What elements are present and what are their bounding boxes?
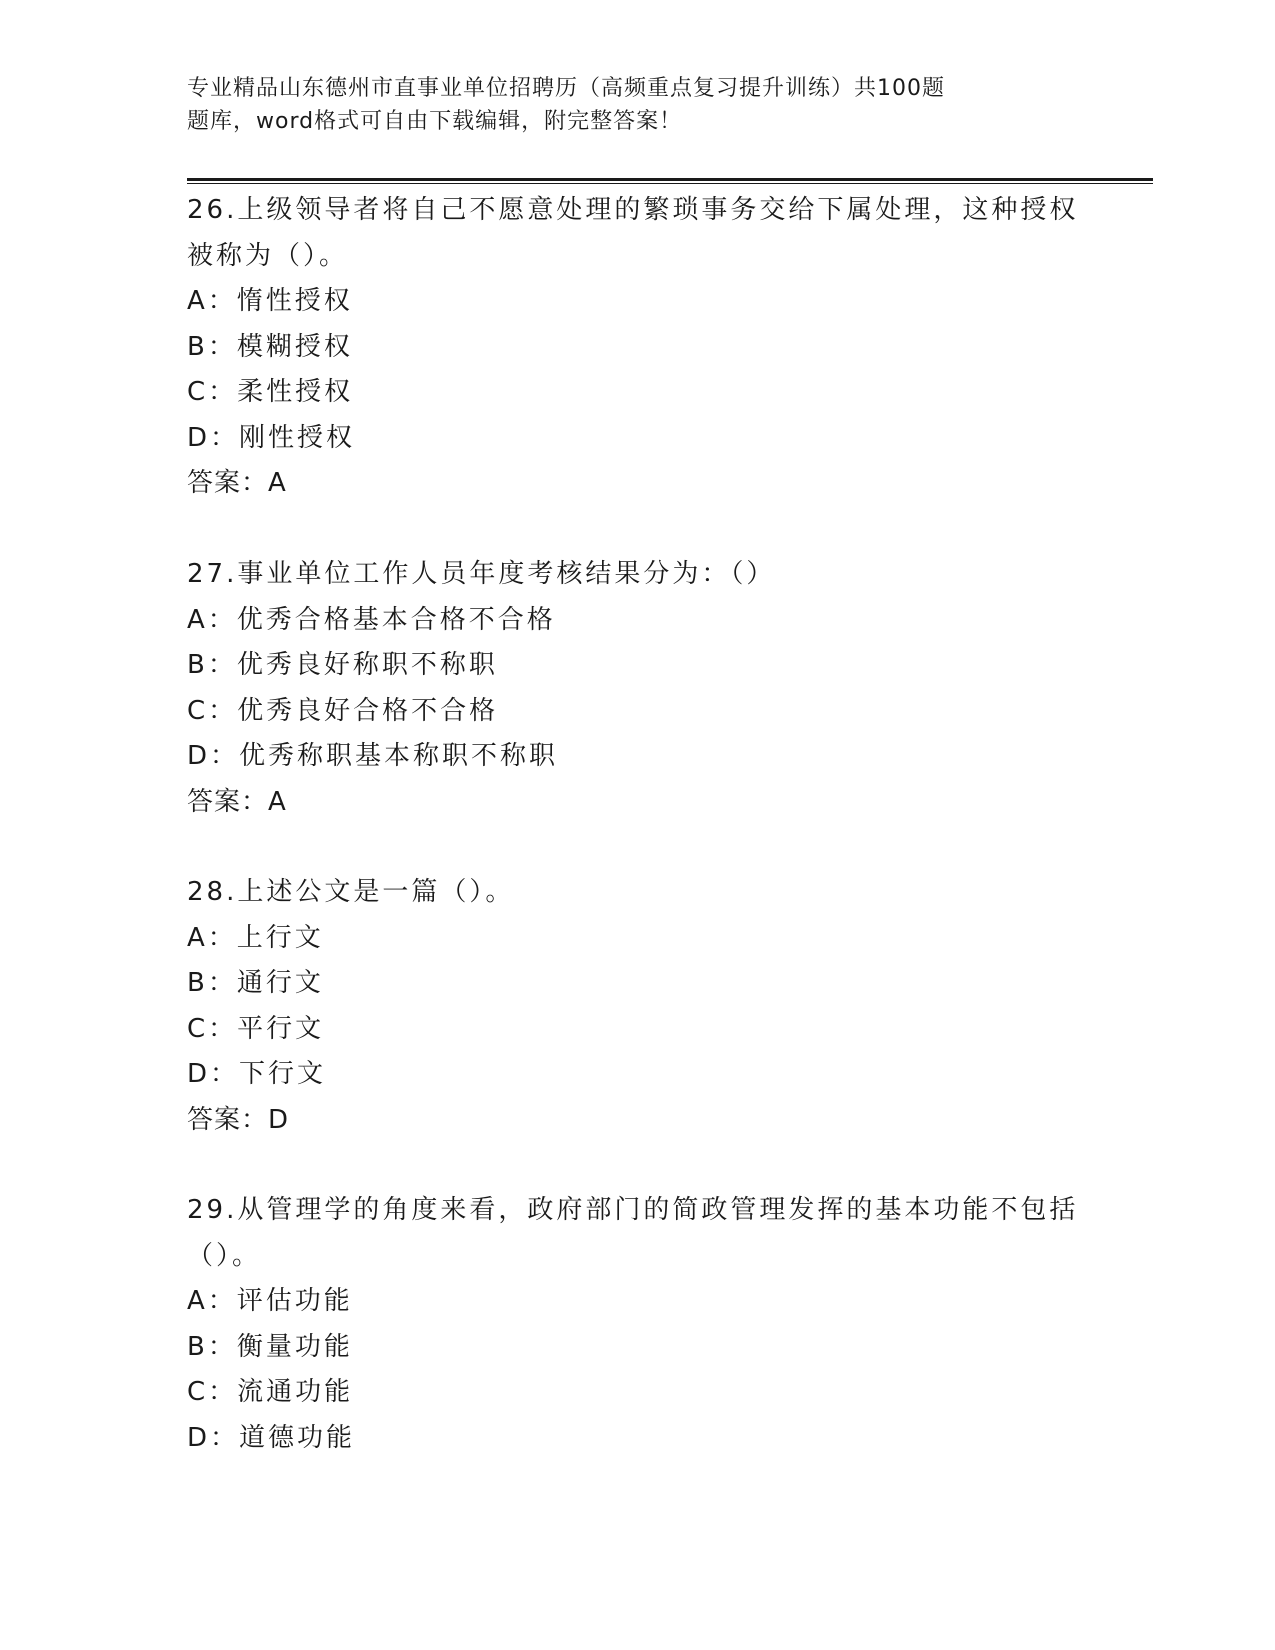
option-b: B：模糊授权 [187,331,353,362]
question-stem: 被称为（）。 [187,240,349,271]
option-d: D：下行文 [187,1059,327,1089]
answer-key: 答案：A [187,468,287,498]
question-stem: 27.事业单位工作人员年度考核结果分为：（） [187,559,776,589]
question-29 [187,1188,1087,1461]
question-28 [187,870,1087,1143]
option-d: D：刚性授权 [187,422,356,453]
option-c: C：平行文 [187,1013,325,1044]
header-divider-thin [187,183,1153,184]
question-26 [187,188,1087,507]
option-c: C：流通功能 [187,1377,354,1407]
answer-key: 答案：A [187,786,287,817]
option-d: D：优秀称职基本称职不称职 [187,741,559,771]
question-stem: 29.从管理学的角度来看，政府部门的简政管理发挥的基本功能不包括 [187,1195,1079,1225]
option-b: B：衡量功能 [187,1331,353,1362]
option-a: A：上行文 [187,922,324,953]
option-b: B：优秀良好称职不称职 [187,650,498,680]
header-title-line-1: 专业精品山东德州市直事业单位招聘历（高频重点复习提升训练）共100题 [187,76,945,101]
header-divider-thick [187,178,1153,181]
answer-key: 答案：D [187,1104,290,1135]
question-stem: （）。 [187,1240,262,1271]
option-d: D：道德功能 [187,1422,356,1453]
option-c: C：优秀良好合格不合格 [187,695,499,726]
option-b: B：通行文 [187,968,324,998]
question-stem: 28.上述公文是一篇（）。 [187,877,515,907]
document-header [187,72,1027,138]
option-a: A：惰性授权 [187,286,353,316]
option-a: A：优秀合格基本合格不合格 [187,604,556,635]
question-27 [187,552,1087,825]
option-a: A：评估功能 [187,1286,353,1316]
option-c: C：柔性授权 [187,377,354,407]
header-title-line-2: 题库，word格式可自由下载编辑，附完整答案！ [187,109,683,134]
question-stem: 26.上级领导者将自己不愿意处理的繁琐事务交给下属处理，这种授权 [187,195,1079,225]
